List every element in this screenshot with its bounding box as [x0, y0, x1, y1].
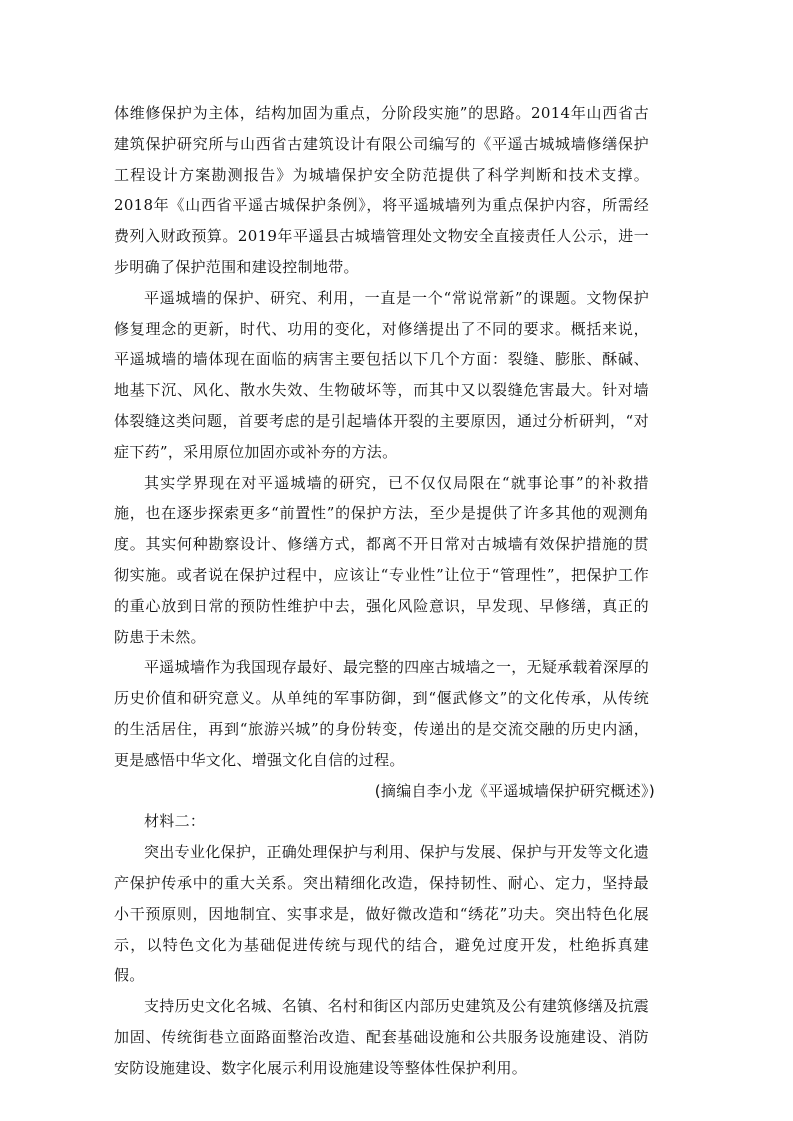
paragraph-professional-protection: 突出专业化保护，正确处理保护与利用、保护与发展、保护与开发等文化遗产保护传承中的重大关系。突出精细化改造，保持韧性、耐心、定力，坚持最小干预原则，因地制宜、实事求是，做好微改造和“绣花”功夫。突出特色化展示，以特色文化为基础促进传统与现代的结合，避免过度开发，杜绝拆真建假。 — [114, 843, 649, 985]
document-page — [114, 98, 655, 1084]
paragraph-support-measures: 支持历史文化名城、名镇、名村和街区内部历史建筑及公有建筑修缮及抗震加固、传统街巷立面路面整治改造、配套基础设施和公共服务设施建设、消防安防设施建设、数字化展示利用设施建设等整体性保护利用。 — [114, 997, 649, 1077]
paragraph-historical-value: 平遥城墙作为我国现存最好、最完整的四座古城墙之一，无疑承载着深厚的历史价值和研究意义。从单纯的军事防御，到“偃武修文”的文化传承，从传统的生活居住，再到“旅游兴城”的身份转变，传递出的是交流交融的历史内涵，更是感悟中华文化、增强文化自信的过程。 — [114, 658, 649, 769]
paragraph-city-wall-diseases: 平遥城墙的保护、研究、利用，一直是一个“常说常新”的课题。文物保护修复理念的更新，时代、功用的变化，对修缮提出了不同的要求。概括来说，平遥城墙的墙体现在面临的病害主要包括以下几个方面：裂缝、膨胀、酥碱、地基下沉、风化、散水失效、生物破坏等，而其中又以裂缝危害最大。针对墙体裂缝这类问题，首要考虑的是引起墙体开裂的主要原因，通过分析研判，“对症下药”，采用原位加固亦或补夯的方法。 — [114, 288, 649, 461]
paragraph-continuation: 体维修保护为主体，结构加固为重点，分阶段实施”的思路。2014年山西省古建筑保护研究所与山西省古建筑设计有限公司编写的《平遥古城城墙修缮保护工程设计方案勘测报告》为城墙保护安全防范提供了科学判断和技术支撑。2018年《山西省平遥古城保护条例》，将平遥城墙列为重点保护内容，所需经费列入财政预算。2019年平遥县古城墙管理处文物安全直接责任人公示，进一步明确了保护范围和建设控制地带。 — [114, 104, 649, 276]
material-two-heading: 材料二： — [144, 812, 206, 831]
source-citation: (摘编自李小龙《平遥城墙保护研究概述》) — [374, 781, 655, 800]
paragraph-preventive-protection: 其实学界现在对平遥城墙的研究，已不仅仅局限在“就事论事”的补救措施，也在逐步探索更多“前置性”的保护方法，至少是提供了许多其他的观测角度。其实何种勘察设计、修缮方式，都离不开日常对古城墙有效保护措施的贯彻实施。或者说在保护过程中，应该让“专业性”让位于“管理性”，把保护工作的重心放到日常的预防性维护中去，强化风险意识，早发现、早修缮，真正的防患于未然。 — [114, 473, 649, 646]
